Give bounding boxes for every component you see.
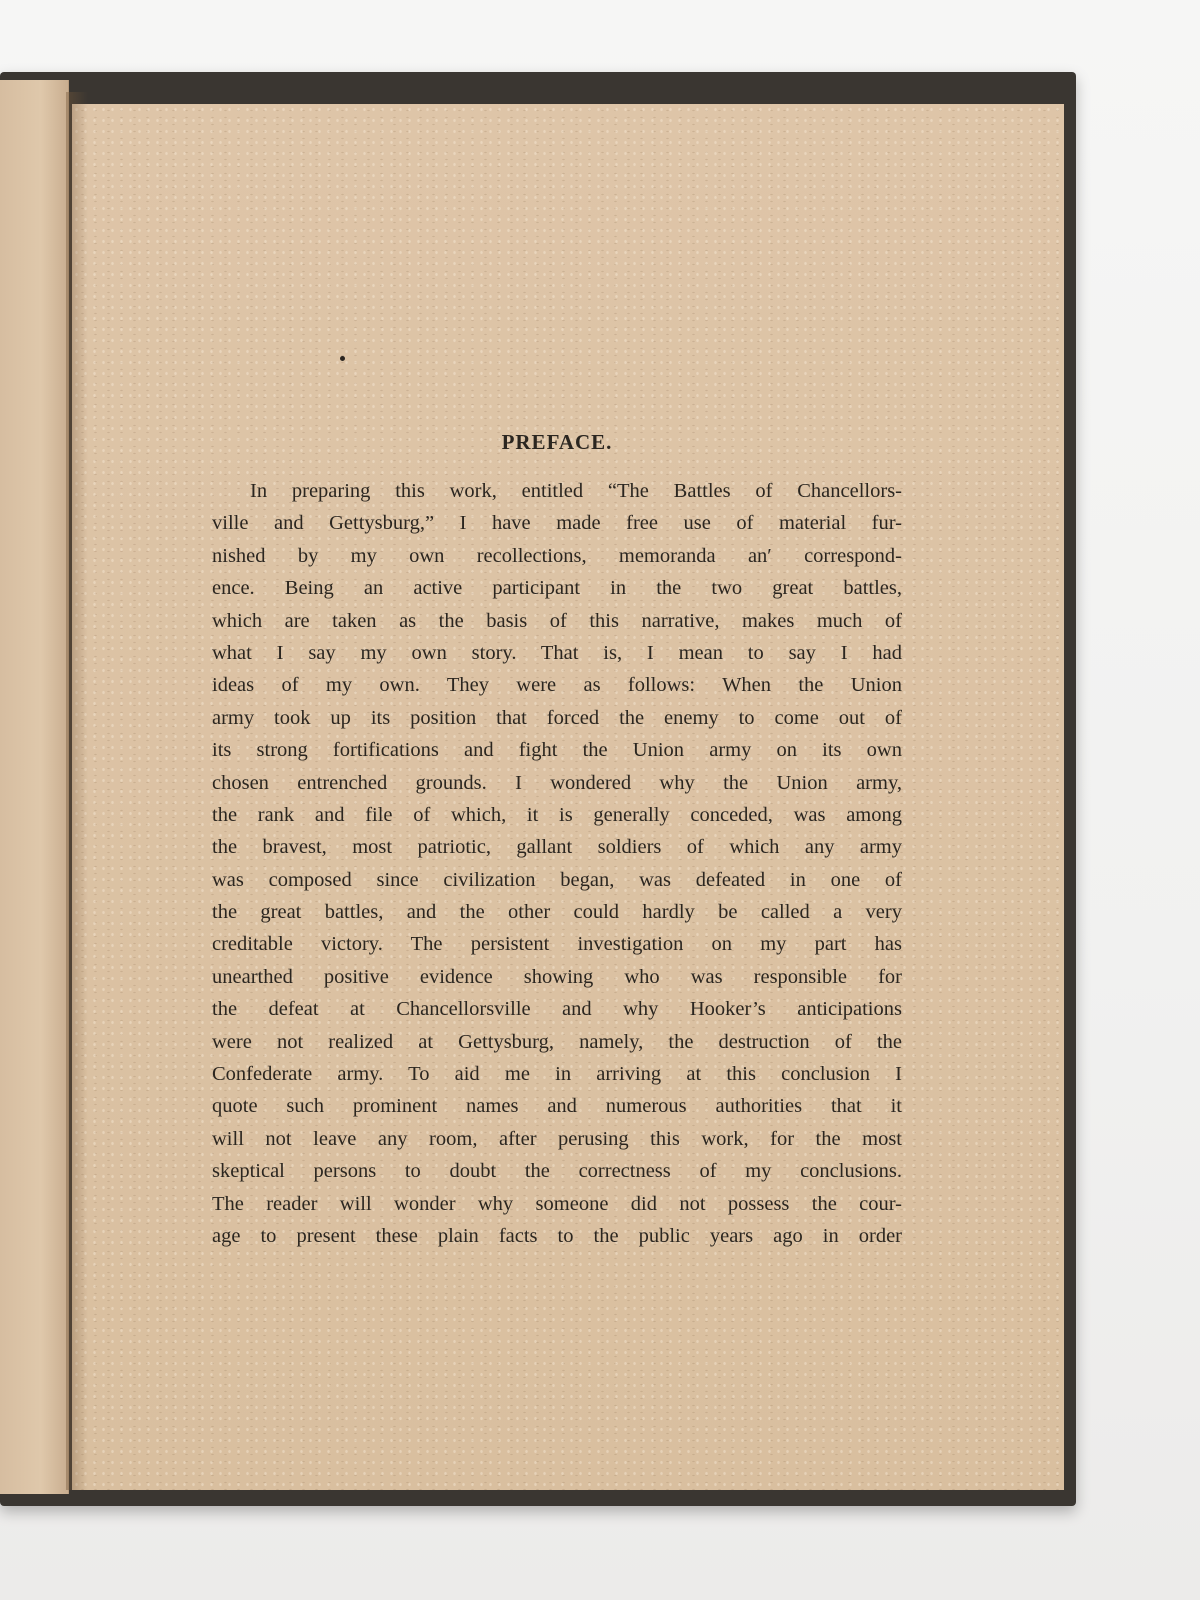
text-line: its strong fortifications and fight the Union army on its own bbox=[212, 739, 902, 762]
text-line: the defeat at Chancellorsville and why Hooker’s anticipations bbox=[212, 998, 902, 1021]
text-line: the bravest, most patriotic, gallant soldiers of which any army bbox=[212, 836, 902, 859]
text-line: age to present these plain facts to the public years ago in order bbox=[212, 1224, 902, 1247]
text-line: creditable victory. The persistent investigation on my part has bbox=[212, 933, 902, 956]
text-line: were not realized at Gettysburg, namely, the destruction of the bbox=[212, 1030, 902, 1053]
text-line: The reader will wonder why someone did not possess the cour- bbox=[212, 1192, 902, 1215]
page-heading: PREFACE. bbox=[501, 430, 613, 454]
text-line: the great battles, and the other could hardly be called a very bbox=[212, 901, 902, 924]
text-line: the rank and file of which, it is generally conceded, was among bbox=[212, 803, 902, 826]
text-line: what I say my own story. That is, I mean to say I had bbox=[212, 641, 902, 664]
text-line: In preparing this work, entitled “The Battles of Chancellors- bbox=[250, 480, 902, 502]
preface-text bbox=[212, 430, 902, 1252]
text-line: unearthed positive evidence showing who was responsible for bbox=[212, 965, 902, 988]
text-line: army took up its position that forced the enemy to come out of bbox=[212, 706, 902, 729]
book-gutter bbox=[66, 92, 88, 1490]
text-line: will not leave any room, after perusing this work, for the most bbox=[212, 1127, 902, 1150]
text-line: quote such prominent names and numerous authorities that it bbox=[212, 1095, 902, 1118]
text-line: chosen entrenched grounds. I wondered why the Union army, bbox=[212, 771, 902, 794]
ink-speck bbox=[340, 356, 345, 361]
text-line: ence. Being an active participant in the two great battles, bbox=[212, 577, 902, 600]
text-line: which are taken as the basis of this narrative, makes much of bbox=[212, 609, 902, 632]
text-line: skeptical persons to doubt the correctness of my conclusions. bbox=[212, 1160, 902, 1183]
text-line: Confederate army. To aid me in arriving at this conclusion I bbox=[212, 1063, 902, 1086]
text-line: ville and Gettysburg,” I have made free use of material fur- bbox=[212, 512, 902, 535]
text-line: was composed since civilization began, was defeated in one of bbox=[212, 868, 902, 891]
left-page bbox=[0, 80, 69, 1494]
text-line: ideas of my own. They were as follows: When the Union bbox=[212, 674, 902, 697]
text-line: nished by my own recollections, memoranda an′ correspond- bbox=[212, 544, 902, 567]
